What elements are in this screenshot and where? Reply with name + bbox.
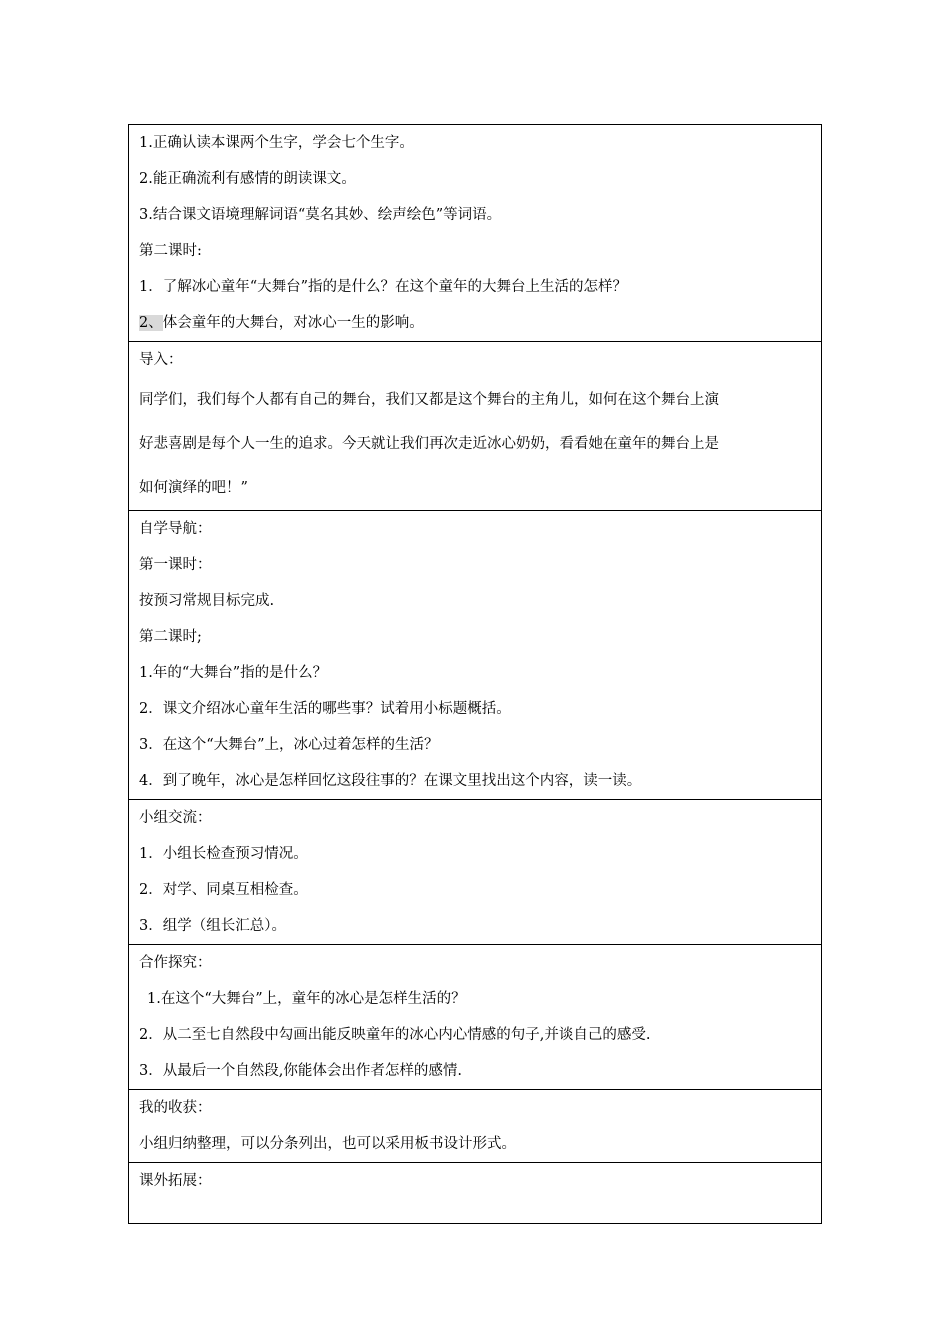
intro-line: 好悲喜剧是每个人一生的追求。今天就让我们再次走近冰心奶奶，看看她在童年的舞台上是 — [139, 436, 719, 452]
harvest-line: 小组归纳整理，可以分条列出，也可以采用板书设计形式。 — [139, 1136, 516, 1152]
extension-cell — [129, 1163, 822, 1224]
intro-cell — [129, 342, 822, 511]
explore-cell — [129, 945, 822, 1090]
self-study-line: 第一课时： — [139, 557, 212, 573]
objective-line: 第二课时: — [139, 243, 202, 259]
explore-heading: 合作探究： — [139, 955, 212, 971]
self-study-line: 1.年的“大舞台”指的是什么？ — [139, 665, 328, 681]
explore-line: 3．从最后一个自然段,你能体会出作者怎样的感情. — [139, 1063, 462, 1079]
group-heading: 小组交流： — [139, 810, 212, 826]
objectives-row — [129, 125, 822, 342]
intro-line: 如何演绎的吧！” — [139, 480, 248, 496]
objective-text: 体会童年的大舞台，对冰心一生的影响。 — [162, 315, 424, 331]
objective-line: 1．了解冰心童年“大舞台”指的是什么？在这个童年的大舞台上生活的怎样？ — [139, 279, 628, 295]
self-study-row — [129, 511, 822, 800]
objective-line: 3.结合课文语境理解词语“莫名其妙、绘声绘色”等词语。 — [139, 207, 502, 223]
self-study-line: 按预习常规目标完成. — [139, 593, 275, 609]
self-study-line: 第二课时; — [139, 629, 202, 645]
self-study-heading: 自学导航： — [139, 521, 212, 537]
group-line: 3．组学（组长汇总）。 — [139, 918, 286, 934]
harvest-cell — [129, 1090, 822, 1163]
objective-line: 2.能正确流利有感情的朗读课文。 — [139, 171, 356, 187]
self-study-line: 4．到了晚年，冰心是怎样回忆这段往事的？在课文里找出这个内容，读一读。 — [139, 773, 642, 789]
highlighted-number: 2、 — [139, 315, 163, 331]
lesson-plan-table — [128, 124, 822, 1224]
explore-row — [129, 945, 822, 1090]
extension-row — [129, 1163, 822, 1224]
objectives-cell — [129, 125, 822, 342]
intro-heading: 导入： — [139, 352, 183, 368]
group-line: 2．对学、同桌互相检查。 — [139, 882, 308, 898]
intro-line: 同学们，我们每个人都有自己的舞台，我们又都是这个舞台的主角儿，如何在这个舞台上演 — [139, 392, 719, 408]
extension-heading: 课外拓展： — [139, 1173, 212, 1189]
group-line: 1．小组长检查预习情况。 — [139, 846, 308, 862]
harvest-row — [129, 1090, 822, 1163]
explore-line: 1.在这个“大舞台”上，童年的冰心是怎样生活的？ — [147, 991, 466, 1007]
objective-line: 1.正确认读本课两个生字，学会七个生字。 — [139, 135, 414, 151]
intro-row — [129, 342, 822, 511]
group-row — [129, 800, 822, 945]
self-study-cell — [129, 511, 822, 800]
self-study-line: 3．在这个“大舞台”上，冰心过着怎样的生活？ — [139, 737, 439, 753]
harvest-heading: 我的收获： — [139, 1100, 212, 1116]
group-cell — [129, 800, 822, 945]
objective-line — [139, 305, 811, 341]
self-study-line: 2．课文介绍冰心童年生活的哪些事？试着用小标题概括。 — [139, 701, 511, 717]
explore-line: 2．从二至七自然段中勾画出能反映童年的冰心内心情感的句子,并谈自己的感受. — [139, 1027, 651, 1043]
